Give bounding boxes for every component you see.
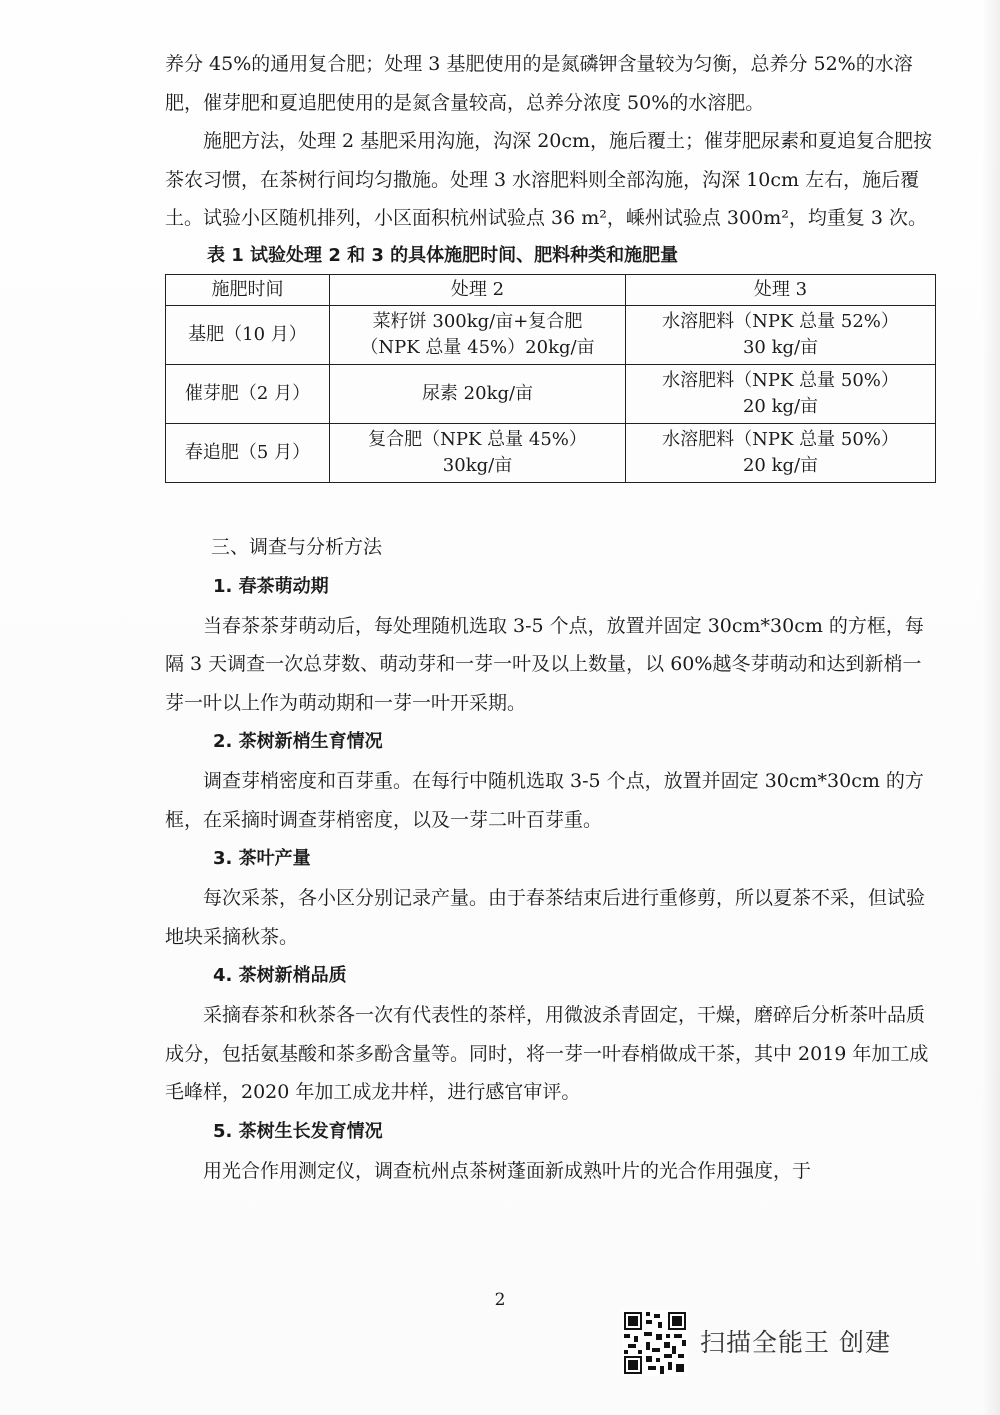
subsection-heading: 4. 茶树新梢品质 — [213, 965, 347, 986]
table-cell-time: 催芽肥（2 月） — [166, 364, 330, 423]
cell-line: 菜籽饼 300kg/亩+复合肥 — [372, 310, 583, 332]
paragraph-continued: 养分 45%的通用复合肥；处理 3 基肥使用的是氮磷钾含量较为匀衡，总养分 52%的水溶肥，催芽肥和夏追肥使用的是氮含量较高，总养分浓度 50%的水溶肥。 — [165, 53, 913, 114]
cell-line: 复合肥（NPK 总量 45%） — [368, 428, 587, 450]
table-header-cell: 处理 3 — [626, 274, 936, 305]
cell-line: 水溶肥料（NPK 总量 50%） — [662, 428, 899, 450]
paragraph-fertilization-method: 施肥方法，处理 2 基肥采用沟施，沟深 20cm，施后覆土；催芽肥尿素和夏追复合肥按茶农习惯，在茶树行间均匀撒施。处理 3 水溶肥料则全部沟施，沟深 10cm 左右，施后覆土。试验小区随机排列，小区面积杭州试验点 36 m²，嵊州试验点 300m²，均重复 3 次。 — [165, 130, 933, 229]
page-number: 2 — [494, 1290, 506, 1310]
scan-edge-shadow — [982, 0, 1000, 1415]
table-header-cell: 施肥时间 — [166, 274, 330, 305]
table-cell-treatment3 — [626, 364, 936, 423]
cell-line: 水溶肥料（NPK 总量 52%） — [662, 310, 899, 332]
subsection-text: 采摘春茶和秋茶各一次有代表性的茶样，用微波杀青固定，干燥，磨碎后分析茶叶品质成分，包括氨基酸和茶多酚含量等。同时，将一芽一叶春梢做成干茶，其中 2019 年加工成毛峰样，2020 年加工成龙井样，进行感官审评。 — [165, 1004, 929, 1103]
table-row — [166, 305, 936, 364]
section-title: 三、调查与分析方法 — [211, 535, 383, 558]
cell-line: 30 kg/亩 — [742, 336, 819, 358]
qr-code-icon — [622, 1310, 688, 1376]
table-header-row — [166, 274, 936, 305]
table-cell-treatment3 — [626, 423, 936, 482]
subsection-text: 当春茶茶芽萌动后，每处理随机选取 3-5 个点，放置并固定 30cm*30cm 的方框，每隔 3 天调查一次总芽数、萌动芽和一芽一叶及以上数量，以 60%越冬芽萌动和达到新梢一芽一叶以上作为萌动期和一芽一叶开采期。 — [165, 614, 924, 714]
subsection-text: 用光合作用测定仪，调查杭州点茶树蓬面新成熟叶片的光合作用强度，于 — [203, 1159, 812, 1182]
table-cell-time: 春追肥（5 月） — [166, 423, 330, 482]
scanner-watermark: 扫描全能王 创建 — [700, 1328, 891, 1357]
fertilizer-table — [165, 274, 936, 483]
subsection-heading: 2. 茶树新梢生育情况 — [213, 731, 383, 752]
subsection-heading: 1. 春茶萌动期 — [213, 575, 329, 597]
table-cell-time: 基肥（10 月） — [166, 305, 330, 364]
table-cell-treatment2 — [330, 305, 626, 364]
table-caption: 表 1 试验处理 2 和 3 的具体施肥时间、肥料种类和施肥量 — [207, 244, 679, 266]
table-cell-treatment3 — [626, 305, 936, 364]
cell-line: （NPK 总量 45%）20kg/亩 — [360, 336, 595, 358]
subsection-heading: 3. 茶叶产量 — [213, 848, 311, 869]
cell-line: 20 kg/亩 — [742, 454, 819, 476]
subsection-heading: 5. 茶树生长发育情况 — [213, 1120, 383, 1142]
table-row — [166, 423, 936, 482]
subsection-text: 调查芽梢密度和百芽重。在每行中随机选取 3-5 个点，放置并固定 30cm*30cm 的方框，在采摘时调查芽梢密度，以及一芽二叶百芽重。 — [165, 770, 924, 831]
table-cell-treatment2 — [330, 364, 626, 423]
page-content — [165, 45, 935, 1190]
cell-line: 30kg/亩 — [442, 454, 513, 476]
subsection-text: 每次采茶，各小区分别记录产量。由于春茶结束后进行重修剪，所以夏茶不采，但试验地块采摘秋茶。 — [165, 887, 926, 948]
table-header-cell: 处理 2 — [330, 274, 626, 305]
cell-line: 尿素 20kg/亩 — [421, 382, 534, 404]
cell-line: 20 kg/亩 — [742, 395, 819, 417]
table-row — [166, 364, 936, 423]
table-cell-treatment2 — [330, 423, 626, 482]
cell-line: 水溶肥料（NPK 总量 50%） — [662, 369, 899, 391]
